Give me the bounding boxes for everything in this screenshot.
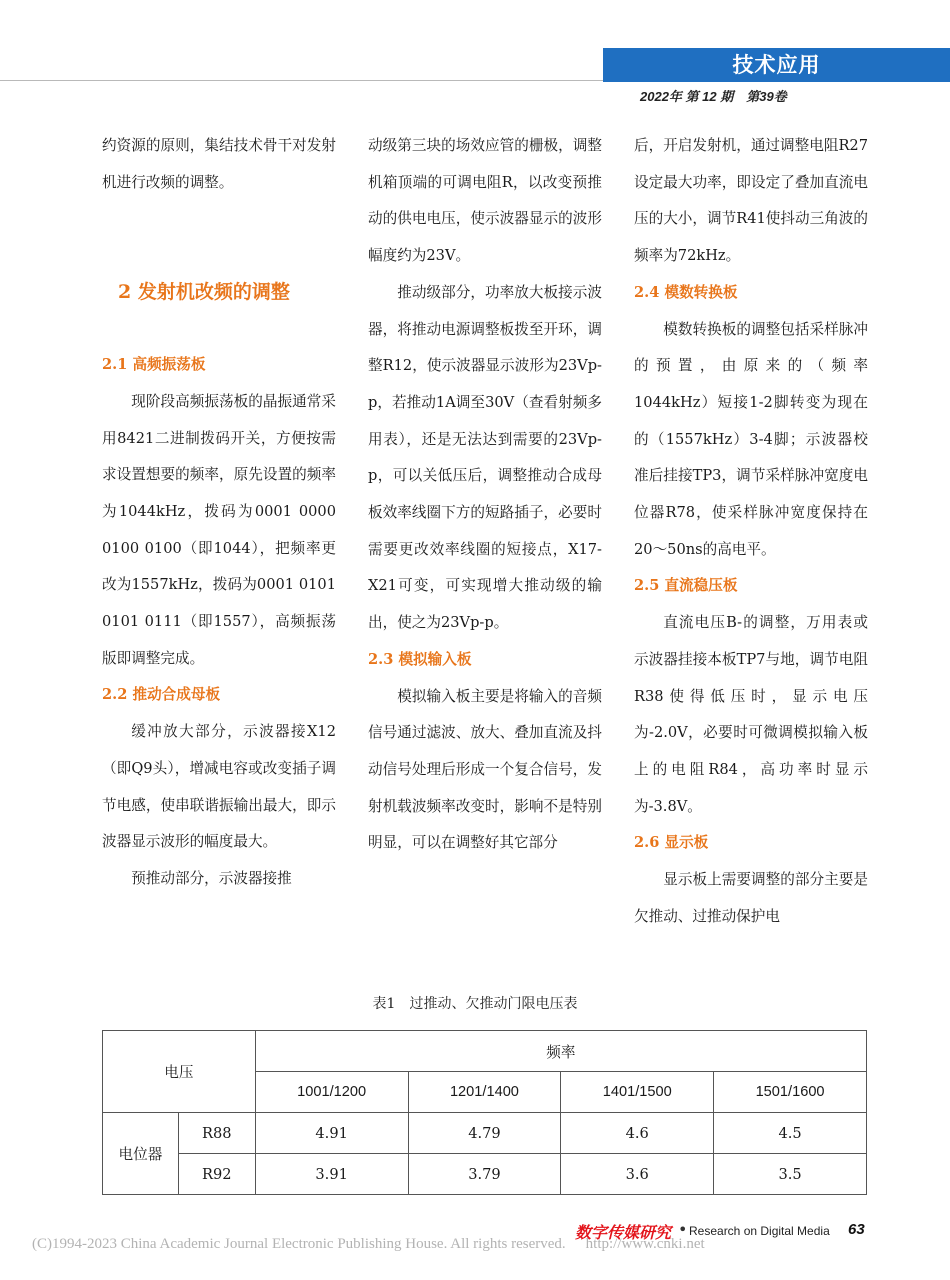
frequency-band-header: 1401/1500 — [561, 1072, 714, 1113]
text-column-2 — [368, 128, 602, 862]
separator-dot: • — [678, 1220, 688, 1239]
paragraph: 后，开启发射机，通过调整电阻R27设定最大功率，即设定了叠加直流电压的大小，调节R41使抖动三角波的频率为72kHz。 — [634, 137, 868, 265]
table-cell: 3.79 — [408, 1154, 561, 1195]
table-cell: 4.79 — [408, 1113, 561, 1154]
table-cell: 3.6 — [561, 1154, 714, 1195]
paragraph: 显示板上需要调整的部分主要是欠推动、过推动保护电 — [634, 871, 868, 925]
frequency-band-header: 1501/1600 — [714, 1072, 867, 1113]
table-cell: 4.6 — [561, 1113, 714, 1154]
table-row — [103, 1154, 867, 1195]
table-cell: 4.91 — [255, 1113, 408, 1154]
frequency-band-header: 1001/1200 — [255, 1072, 408, 1113]
issue-info: 2022年 第 12 期 第39卷 — [640, 89, 787, 104]
subsection-heading: 2.2 推动合成母板 — [102, 686, 221, 704]
paragraph: 缓冲放大部分，示波器接X12（即Q9头），增减电容或改变插子调节电感，使串联谐振输出最大，即示波器显示波形的幅度最大。 — [102, 723, 336, 851]
table-cell: 3.5 — [714, 1154, 867, 1195]
row-header: R92 — [178, 1154, 255, 1195]
paragraph: 推动级部分，功率放大板接示波器，将推动电源调整板拨至开环，调整R12，使示波器显示波形为23Vp-p，若推动1A调至30V（查看射频多用表），还是无法达到需要的23Vp-p，可以关低压后，调整推动合成母板效率线圈下方的短路插子，必要时需要更改效率线圈的短接点，X17-X21可变，可实现增大推动级的输出，使之为23Vp-p。 — [368, 283, 602, 632]
subsection-heading: 2.4 模数转换板 — [634, 283, 738, 301]
section-heading: 2 发射机改频的调整 — [118, 281, 290, 304]
paragraph: 直流电压B-的调整，万用表或示波器挂接本板TP7与地，调节电阻R38使得低压时，显示电压为-2.0V，必要时可微调模拟输入板上的电阻R84，高功率时显示为-3.8V。 — [634, 614, 868, 815]
copyright-text: (C)1994-2023 China Academic Journal Electronic Publishing House. All rights reserved. — [32, 1236, 566, 1252]
table-cell: 3.91 — [255, 1154, 408, 1195]
table-cell: 4.5 — [714, 1113, 867, 1154]
section-label: 技术应用 — [603, 48, 950, 82]
paragraph: 现阶段高频振荡板的晶振通常采用8421二进制拨码开关，方便按需求设置想要的频率，原先设置的频率为1044kHz，拨码为0001 0000 0100 0100（即1044），把频率更改为1557kHz，拨码为0001 0101 0101 0111（即1557），高频振荡版即调整完成。 — [102, 392, 336, 667]
table-corner-header: 电压 — [103, 1031, 256, 1113]
table-caption: 表1 过推动、欠推动门限电压表 — [372, 996, 578, 1012]
row-header: R88 — [178, 1113, 255, 1154]
page-number: 63 — [848, 1221, 865, 1238]
row-group-header: 电位器 — [103, 1113, 179, 1195]
paragraph: 预推动部分，示波器接推 — [131, 869, 292, 887]
table-frequency-header: 频率 — [255, 1031, 866, 1072]
threshold-voltage-table — [102, 1030, 867, 1195]
paragraph: 模拟输入板主要是将输入的音频信号通过滤波、放大、叠加直流及抖动信号处理后形成一个复合信号，发射机载波频率改变时，影响不是特别明显，可以在调整好其它部分 — [368, 687, 602, 852]
table-row — [103, 1113, 867, 1154]
subsection-heading: 2.5 直流稳压板 — [634, 577, 738, 595]
text-column-1 — [102, 128, 336, 898]
subsection-heading: 2.3 模拟输入板 — [368, 650, 472, 668]
paragraph: 约资源的原则，集结技术骨干对发射机进行改频的调整。 — [102, 137, 336, 191]
paragraph: 动级第三块的场效应管的栅极，调整机箱顶端的可调电阻R，以改变预推动的供电电压，使示波器显示的波形幅度约为23V。 — [368, 137, 602, 265]
subsection-heading: 2.1 高频振荡板 — [102, 356, 206, 374]
paragraph: 模数转换板的调整包括采样脉冲的预置，由原来的（频率1044kHz）短接1-2脚转变为现在的（1557kHz）3-4脚；示波器校准后挂接TP3，调节采样脉冲宽度电位器R78，使采样脉冲宽度保持在20～50ns的高电平。 — [634, 320, 868, 558]
journal-subtitle: Research on Digital Media — [689, 1224, 830, 1238]
cnki-url: http://www.cnki.net — [585, 1236, 705, 1252]
subsection-heading: 2.6 显示板 — [634, 834, 709, 852]
frequency-band-header: 1201/1400 — [408, 1072, 561, 1113]
journal-brand: 数字传媒研究 — [575, 1223, 672, 1242]
text-column-3 — [634, 128, 868, 935]
copyright-watermark — [32, 1236, 705, 1253]
